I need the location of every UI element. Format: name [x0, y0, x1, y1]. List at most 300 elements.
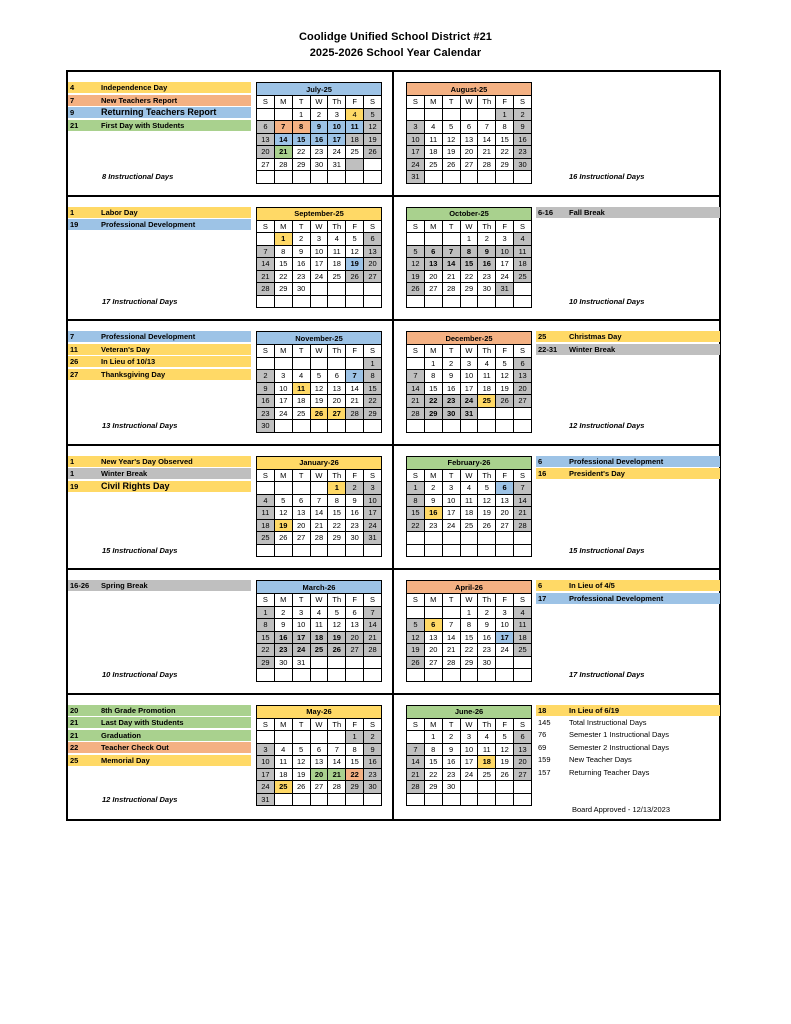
day-cell: 19 [364, 133, 382, 146]
day-cell: 9 [424, 494, 442, 507]
day-cell: 21 [407, 395, 425, 408]
day-cell: 27 [292, 532, 310, 545]
day-cell: 26 [346, 270, 364, 283]
day-cell [292, 357, 310, 370]
day-cell: 6 [257, 121, 275, 134]
day-cell: 6 [328, 370, 346, 383]
day-cell [257, 357, 275, 370]
day-cell: 20 [460, 146, 478, 159]
day-cell: 30 [478, 283, 496, 296]
week-row [257, 258, 382, 271]
day-cell: 3 [460, 357, 478, 370]
month-calendar [256, 331, 382, 433]
event-date: 25 [70, 755, 79, 765]
week-row [407, 669, 532, 682]
weekday-label: T [292, 594, 310, 607]
day-cell: 23 [310, 146, 328, 159]
weekday-label: T [292, 718, 310, 731]
day-cell: 17 [328, 133, 346, 146]
day-cell: 16 [274, 631, 292, 644]
day-cell: 16 [257, 395, 275, 408]
day-cell: 22 [424, 395, 442, 408]
month-title: November-25 [257, 332, 382, 345]
weekday-label: S [257, 594, 275, 607]
week-row [407, 544, 532, 557]
day-cell: 4 [514, 606, 532, 619]
day-cell [346, 544, 364, 557]
month-calendar [406, 82, 532, 184]
weekday-label: S [257, 96, 275, 109]
day-cell: 4 [460, 482, 478, 495]
weekday-label: T [292, 96, 310, 109]
day-cell: 3 [496, 606, 514, 619]
weekday-label: S [364, 96, 382, 109]
day-cell [496, 781, 514, 794]
event-row [68, 120, 251, 131]
event-name: Graduation [101, 730, 142, 740]
day-cell [478, 532, 496, 545]
event-row [68, 356, 251, 367]
weekday-label: M [424, 718, 442, 731]
day-cell: 14 [346, 382, 364, 395]
day-cell: 12 [328, 619, 346, 632]
day-cell [274, 171, 292, 184]
day-cell [310, 669, 328, 682]
instructional-days: 17 Instructional Days [569, 670, 645, 679]
day-cell [478, 781, 496, 794]
day-cell [424, 108, 442, 121]
day-cell: 17 [460, 382, 478, 395]
day-cell: 21 [364, 631, 382, 644]
weekday-header-row [257, 96, 382, 109]
day-cell [442, 544, 460, 557]
day-cell: 27 [514, 395, 532, 408]
day-cell: 19 [310, 395, 328, 408]
weekday-header-row [257, 345, 382, 358]
calendar-title: 2025-2026 School Year Calendar [309, 47, 482, 59]
day-cell: 29 [257, 656, 275, 669]
day-cell: 25 [328, 270, 346, 283]
day-cell: 30 [274, 656, 292, 669]
day-cell [346, 295, 364, 308]
day-cell [328, 544, 346, 557]
day-cell: 17 [496, 258, 514, 271]
month-calendar [256, 705, 382, 807]
day-cell: 26 [496, 395, 514, 408]
event-date: 18 [538, 705, 547, 715]
weekday-label: F [496, 594, 514, 607]
day-cell: 13 [514, 743, 532, 756]
month-header [407, 705, 532, 718]
day-cell: 22 [274, 270, 292, 283]
month-title: February-26 [407, 456, 532, 469]
week-row [407, 295, 532, 308]
day-cell: 7 [442, 619, 460, 632]
event-row [68, 219, 251, 230]
day-cell: 1 [424, 357, 442, 370]
day-cell: 11 [514, 619, 532, 632]
day-cell: 11 [478, 370, 496, 383]
weekday-label: W [460, 469, 478, 482]
day-cell: 6 [460, 121, 478, 134]
day-cell: 7 [257, 245, 275, 258]
month-header [257, 705, 382, 718]
day-cell [257, 482, 275, 495]
day-cell: 18 [514, 631, 532, 644]
day-cell [407, 357, 425, 370]
month-block-dec [394, 321, 720, 446]
day-cell: 13 [424, 258, 442, 271]
week-row [407, 108, 532, 121]
day-cell: 30 [442, 407, 460, 420]
day-cell: 29 [460, 656, 478, 669]
day-cell [478, 407, 496, 420]
day-cell [310, 420, 328, 433]
day-cell [514, 407, 532, 420]
day-cell: 9 [364, 743, 382, 756]
day-cell: 2 [364, 731, 382, 744]
day-cell: 13 [496, 494, 514, 507]
week-row [407, 270, 532, 283]
weekday-label: M [274, 718, 292, 731]
day-cell [310, 544, 328, 557]
day-cell: 9 [346, 494, 364, 507]
day-cell: 2 [257, 370, 275, 383]
month-calendar [406, 207, 532, 309]
event-name: Professional Development [569, 456, 664, 466]
day-cell: 1 [274, 233, 292, 246]
week-row [257, 656, 382, 669]
day-cell: 3 [460, 731, 478, 744]
stat-number: 157 [538, 767, 551, 777]
month-block-nov [68, 321, 394, 446]
event-date: 17 [538, 593, 547, 603]
day-cell: 7 [310, 494, 328, 507]
event-name: Professional Development [101, 220, 196, 229]
day-cell: 2 [442, 357, 460, 370]
day-cell: 10 [364, 494, 382, 507]
day-cell: 21 [257, 270, 275, 283]
day-cell: 22 [460, 270, 478, 283]
event-row [536, 331, 720, 342]
day-cell [407, 420, 425, 433]
week-row [407, 158, 532, 171]
day-cell: 25 [424, 158, 442, 171]
day-cell: 8 [364, 370, 382, 383]
event-name: 8th Grade Promotion [101, 705, 176, 715]
stat-label: New Teacher Days [569, 755, 632, 764]
day-cell: 22 [328, 519, 346, 532]
month-title: March-26 [257, 581, 382, 594]
day-cell: 6 [514, 357, 532, 370]
day-cell: 11 [292, 382, 310, 395]
week-row [407, 420, 532, 433]
day-cell: 15 [274, 258, 292, 271]
day-cell: 25 [478, 768, 496, 781]
day-cell: 12 [346, 245, 364, 258]
week-row [257, 407, 382, 420]
day-cell: 15 [460, 258, 478, 271]
weekday-label: Th [328, 594, 346, 607]
day-cell: 7 [442, 245, 460, 258]
event-date: 26 [70, 357, 79, 366]
day-cell: 2 [274, 606, 292, 619]
day-cell [496, 295, 514, 308]
day-cell: 22 [407, 519, 425, 532]
weekday-label: W [460, 594, 478, 607]
weekday-label: T [442, 594, 460, 607]
day-cell: 20 [424, 270, 442, 283]
weekday-label: T [292, 345, 310, 358]
month-block-sep [68, 197, 394, 322]
weekday-label: F [346, 718, 364, 731]
weekday-label: T [442, 220, 460, 233]
weekday-label: F [496, 345, 514, 358]
day-cell: 4 [310, 606, 328, 619]
event-name: Returning Teachers Report [101, 107, 217, 117]
day-cell: 9 [310, 121, 328, 134]
day-cell: 29 [328, 532, 346, 545]
day-cell [514, 283, 532, 296]
day-cell: 17 [257, 768, 275, 781]
event-row [68, 481, 251, 492]
day-cell: 21 [514, 507, 532, 520]
day-cell: 12 [310, 382, 328, 395]
weekday-label: S [514, 469, 532, 482]
month-calendar [406, 705, 532, 807]
day-cell: 11 [346, 121, 364, 134]
day-cell: 24 [274, 407, 292, 420]
weekday-label: T [442, 96, 460, 109]
event-row [536, 593, 720, 604]
day-cell: 10 [257, 756, 275, 769]
day-cell: 16 [424, 507, 442, 520]
weekday-label: S [514, 594, 532, 607]
event-row [68, 468, 251, 479]
day-cell: 24 [257, 781, 275, 794]
day-cell: 7 [407, 370, 425, 383]
event-name: Labor Day [101, 207, 138, 217]
day-cell [346, 158, 364, 171]
day-cell: 10 [274, 382, 292, 395]
day-cell: 21 [274, 146, 292, 159]
week-row [407, 793, 532, 806]
event-date: 21 [70, 718, 79, 727]
day-cell [424, 606, 442, 619]
day-cell: 27 [328, 407, 346, 420]
day-cell: 19 [496, 382, 514, 395]
week-row [407, 482, 532, 495]
day-cell [478, 108, 496, 121]
day-cell: 1 [460, 233, 478, 246]
day-cell: 8 [346, 743, 364, 756]
day-cell: 24 [460, 768, 478, 781]
weekday-label: W [310, 594, 328, 607]
weekday-label: W [310, 345, 328, 358]
day-cell: 23 [442, 395, 460, 408]
day-cell: 26 [328, 644, 346, 657]
day-cell [257, 669, 275, 682]
day-cell: 28 [442, 656, 460, 669]
weekday-label: Th [328, 220, 346, 233]
day-cell: 17 [364, 507, 382, 520]
day-cell: 21 [346, 395, 364, 408]
weekday-label: T [442, 345, 460, 358]
week-row [407, 768, 532, 781]
month-title: January-26 [257, 456, 382, 469]
weekday-header-row [257, 718, 382, 731]
day-cell: 7 [514, 482, 532, 495]
day-cell [424, 793, 442, 806]
event-date: 20 [70, 705, 79, 715]
weekday-label: M [274, 345, 292, 358]
event-date: 19 [70, 220, 79, 229]
week-row [257, 781, 382, 794]
weekday-label: M [274, 469, 292, 482]
day-cell [257, 108, 275, 121]
day-cell [460, 781, 478, 794]
day-cell: 22 [424, 768, 442, 781]
day-cell: 19 [328, 631, 346, 644]
day-cell [407, 295, 425, 308]
weekday-label: S [257, 718, 275, 731]
day-cell: 16 [514, 133, 532, 146]
day-cell: 23 [424, 519, 442, 532]
day-cell: 5 [496, 357, 514, 370]
day-cell: 9 [514, 121, 532, 134]
instructional-days: 15 Instructional Days [569, 545, 645, 555]
day-cell: 26 [478, 519, 496, 532]
day-cell: 14 [407, 382, 425, 395]
day-cell [496, 420, 514, 433]
day-cell: 26 [274, 532, 292, 545]
day-cell: 1 [407, 482, 425, 495]
day-cell: 12 [274, 507, 292, 520]
day-cell [257, 233, 275, 246]
day-cell: 28 [407, 407, 425, 420]
day-cell: 30 [310, 158, 328, 171]
day-cell: 11 [424, 133, 442, 146]
day-cell: 17 [407, 146, 425, 159]
day-cell: 19 [407, 644, 425, 657]
instructional-days: 12 Instructional Days [569, 421, 645, 430]
day-cell: 2 [292, 233, 310, 246]
event-date: 4 [70, 83, 75, 92]
weekday-label: Th [478, 220, 496, 233]
week-row [257, 370, 382, 383]
week-row [407, 370, 532, 383]
event-row [68, 730, 251, 741]
day-cell: 18 [292, 395, 310, 408]
day-cell [460, 295, 478, 308]
weekday-header-row [407, 96, 532, 109]
day-cell: 2 [478, 233, 496, 246]
day-cell [310, 357, 328, 370]
day-cell: 29 [292, 158, 310, 171]
day-cell: 4 [257, 494, 275, 507]
day-cell [442, 420, 460, 433]
week-row [407, 146, 532, 159]
day-cell: 26 [496, 768, 514, 781]
day-cell: 23 [478, 270, 496, 283]
day-cell: 6 [364, 233, 382, 246]
month-title: May-26 [257, 705, 382, 718]
month-block-oct [394, 197, 720, 322]
day-cell [407, 233, 425, 246]
day-cell: 31 [257, 793, 275, 806]
event-date: 9 [70, 108, 75, 117]
day-cell: 28 [364, 644, 382, 657]
day-cell: 12 [478, 494, 496, 507]
day-cell: 11 [257, 507, 275, 520]
day-cell: 14 [257, 258, 275, 271]
day-cell: 3 [257, 743, 275, 756]
weekday-label: Th [328, 96, 346, 109]
day-cell [442, 233, 460, 246]
day-cell: 15 [496, 133, 514, 146]
day-cell: 15 [460, 631, 478, 644]
day-cell: 18 [274, 768, 292, 781]
day-cell: 30 [364, 781, 382, 794]
day-cell: 11 [460, 494, 478, 507]
day-cell: 14 [364, 619, 382, 632]
day-cell [442, 108, 460, 121]
day-cell: 13 [257, 133, 275, 146]
week-row [257, 233, 382, 246]
day-cell: 5 [328, 606, 346, 619]
day-cell [460, 793, 478, 806]
event-date: 27 [70, 369, 79, 379]
day-cell: 4 [478, 731, 496, 744]
day-cell: 20 [310, 768, 328, 781]
board-approved: Board Approved - 12/13/2023 [572, 804, 670, 814]
week-row [407, 656, 532, 669]
day-cell: 7 [328, 743, 346, 756]
day-cell: 6 [346, 606, 364, 619]
day-cell: 16 [478, 258, 496, 271]
month-title: December-25 [407, 332, 532, 345]
day-cell: 28 [328, 781, 346, 794]
day-cell: 23 [364, 768, 382, 781]
day-cell: 14 [442, 631, 460, 644]
day-cell: 31 [328, 158, 346, 171]
day-cell [257, 171, 275, 184]
weekday-label: S [257, 220, 275, 233]
weekday-label: T [292, 469, 310, 482]
day-cell: 4 [424, 121, 442, 134]
week-row [257, 619, 382, 632]
day-cell: 23 [257, 407, 275, 420]
day-cell: 25 [346, 146, 364, 159]
day-cell [310, 731, 328, 744]
day-cell: 16 [346, 507, 364, 520]
day-cell: 13 [364, 245, 382, 258]
day-cell: 24 [496, 644, 514, 657]
weekday-header-row [257, 594, 382, 607]
day-cell [328, 656, 346, 669]
day-cell: 1 [424, 731, 442, 744]
day-cell: 21 [442, 270, 460, 283]
day-cell [328, 171, 346, 184]
day-cell: 3 [274, 370, 292, 383]
stat-label: Semester 2 Instructional Days [569, 742, 670, 752]
week-row [257, 793, 382, 806]
month-header [257, 332, 382, 345]
day-cell: 25 [257, 532, 275, 545]
event-row [68, 717, 251, 728]
stat-number: 69 [538, 742, 547, 752]
day-cell: 6 [424, 619, 442, 632]
